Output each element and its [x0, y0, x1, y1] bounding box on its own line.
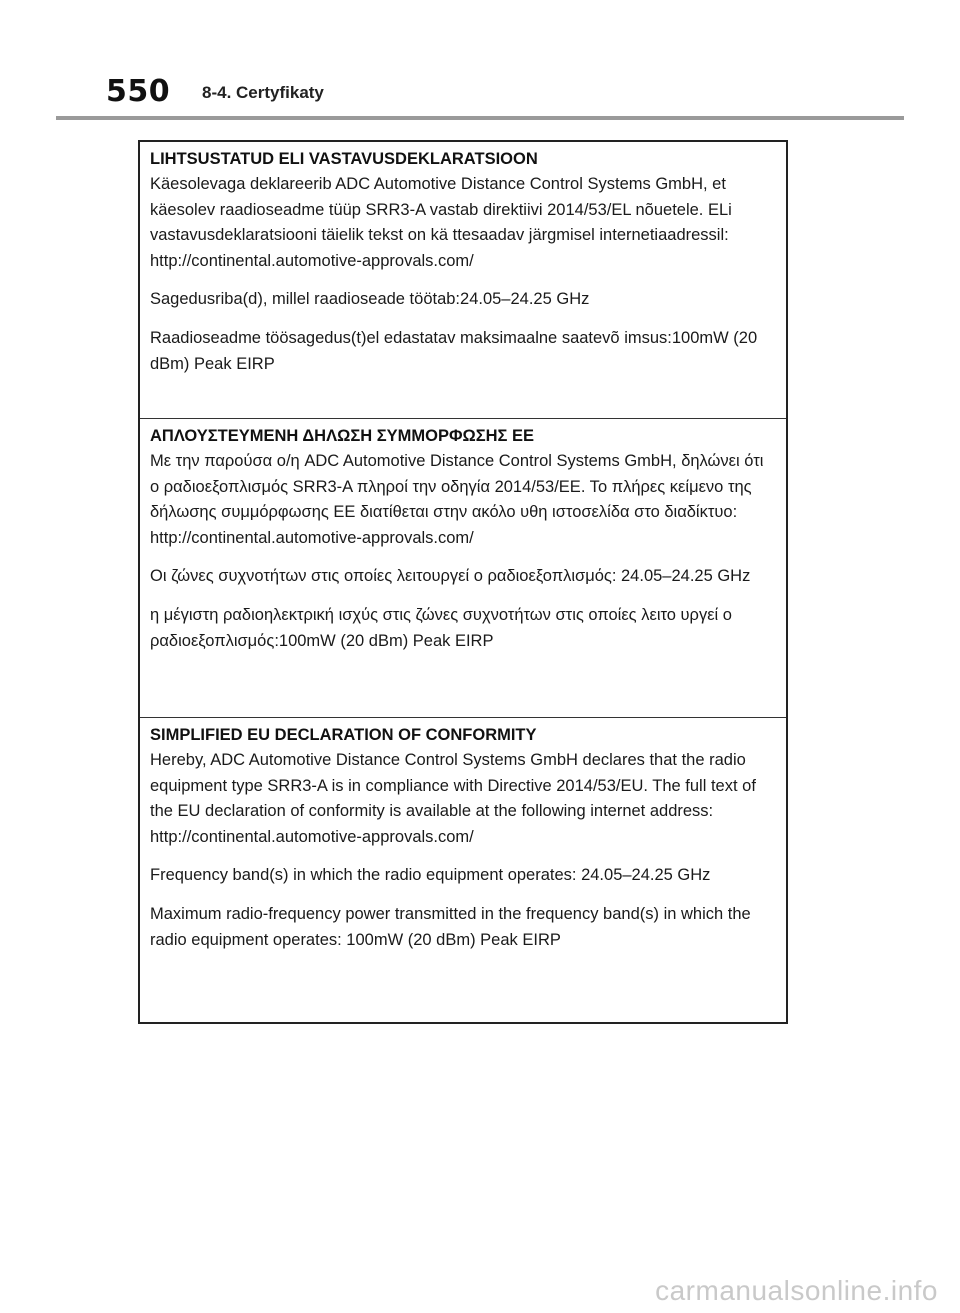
declaration-power: Raadioseadme töösagedus(t)el edastatav maksimaalne saatevõ imsus:100mW (20 dBm) Peak EIRP [150, 328, 758, 373]
declaration-power: η μέγιστη ραδιοηλεκτρική ισχύς στις ζώνες συχνοτήτων στις οποίες λειτο υργεί ο ραδιοεξοπλισμός:100mW (20 dBm) Peak EIRP [150, 605, 732, 650]
declaration-heading: LIHTSUSTATUD ELI VASTAVUSDEKLARATSIOON [150, 150, 538, 168]
declaration-url: http://continental.automotive-approvals.com/ [150, 528, 474, 547]
declaration-url: http://continental.automotive-approvals.com/ [150, 827, 474, 846]
declaration-intro: Με την παρούσα ο/η ADC Automotive Distance Control Systems GmbH, δηλώνει ότι ο ραδιοεξοπλισμός SRR3-A πληροί την οδηγία 2014/53/ΕΕ. Το πλήρες κείμενο της δήλωσης συμμόρφωσης ΕΕ διατίθεται στην ακόλο υθη ιστοσελίδα στο διαδίκτυο: [150, 452, 764, 522]
declaration-greek [140, 419, 786, 718]
declaration-estonian [140, 142, 786, 419]
page-number: 550 [106, 74, 171, 109]
declaration-frequency: Οι ζώνες συχνοτήτων στις οποίες λειτουργεί ο ραδιοεξοπλισμός: 24.05–24.25 GHz [150, 567, 751, 586]
declaration-english [140, 718, 786, 1022]
declaration-frequency: Frequency band(s) in which the radio equipment operates: 24.05–24.25 GHz [150, 866, 711, 885]
section-title: 8-4. Certyfikaty [202, 83, 324, 102]
declaration-intro: Hereby, ADC Automotive Distance Control Systems GmbH declares that the radio equipment type SRR3-A is in compliance with Directive 2014/53/EU. The full text of the EU declaration of conformity is available at the following internet address: [150, 751, 756, 821]
page-header [56, 72, 904, 116]
header-divider [56, 116, 904, 120]
declaration-power: Maximum radio-frequency power transmitted in the frequency band(s) in which the radio equipment operates: 100mW (20 dBm) Peak EIRP [150, 904, 751, 949]
declaration-heading: SIMPLIFIED EU DECLARATION OF CONFORMITY [150, 726, 537, 744]
declaration-url: http://continental.automotive-approvals.com/ [150, 251, 474, 270]
declarations-box [138, 140, 788, 1024]
declaration-heading: ΑΠΛΟΥΣΤΕΥΜΕΝΗ ΔΗΛΩΣΗ ΣΥΜΜΟΡΦΩΣΗΣ ΕΕ [150, 427, 535, 445]
declaration-intro: Käesolevaga deklareerib ADC Automotive Distance Control Systems GmbH, et käesolev raadioseadme tüüp SRR3-A vastab direktiivi 2014/53/EL nõuetele. ELi vastavusdeklaratsiooni täielik tekst on kä ttesaadav järgmisel internetiaadressil: [150, 175, 732, 245]
declaration-frequency: Sagedusriba(d), millel raadioseade töötab:24.05–24.25 GHz [150, 290, 590, 309]
watermark-text: carmanualsonline.info [655, 1275, 938, 1306]
